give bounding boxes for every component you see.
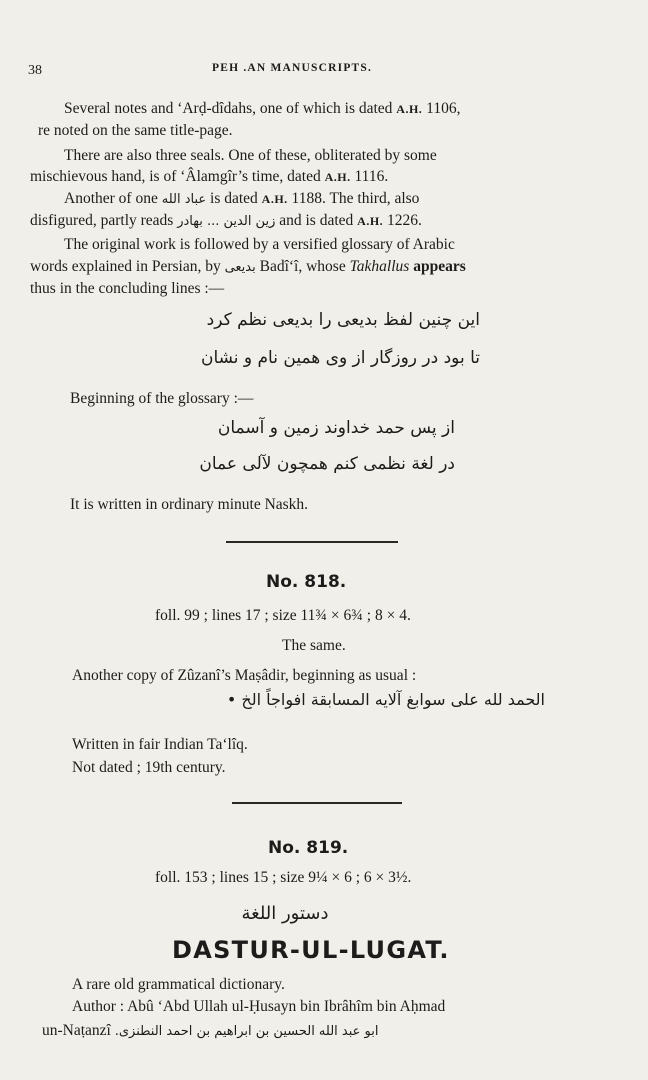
zain-ud-din-arabic: زين الدين ... بهادر xyxy=(177,214,276,229)
verse-4: در لغة نظمی کنم همچون لآلی عمان xyxy=(199,454,455,474)
divider-2 xyxy=(232,802,402,804)
notes-line-2: re noted on the same title-page. xyxy=(38,122,233,139)
verse-3: از پس حمد خداوند زمین و آسمان xyxy=(217,418,455,438)
no819-title: DASTUR-UL-LUGAT. xyxy=(172,936,450,964)
page-number: 38 xyxy=(28,63,42,78)
notes-line-1: Several notes and ‘Arḍ-dîdahs, one of which is dated A.H. 1106, xyxy=(64,100,461,117)
no819-arabic-title: دستور اللغة xyxy=(241,903,329,924)
original-line-1: The original work is followed by a versified glossary of Arabic xyxy=(64,236,455,253)
no819-author-line-1: Author : Abû ‘Abd Ullah ul-Ḥusayn bin Ibrâhîm bin Aḥmad xyxy=(72,998,446,1015)
abbad-allah-arabic: عباد الله xyxy=(161,192,207,207)
badii-arabic: بديعى xyxy=(224,260,256,275)
no819-desc: A rare old grammatical dictionary. xyxy=(72,976,285,993)
beginning-label: Beginning of the glossary :— xyxy=(70,390,254,407)
another-seal-line: Another of one عباد الله is dated A.H. 1188. The third, also xyxy=(64,190,420,207)
written-naskh: It is written in ordinary minute Naskh. xyxy=(70,496,309,513)
no819-foll: foll. 153 ; lines 15 ; size 9¼ × 6 ; 6 × 3½. xyxy=(155,869,412,886)
verse-1: این چنین لفظ بدیعی را بدیعی نظم کرد xyxy=(206,310,480,330)
no818-same: The same. xyxy=(282,637,346,654)
no818-heading: No. 818. xyxy=(266,572,347,592)
no818-arabic: الحمد لله على سوابغ آلایه المسابقة افواجاً الخ • xyxy=(226,690,545,709)
no818-written: Written in fair Indian Ta‘lîq. xyxy=(72,736,248,753)
seals-line-2: mischievous hand, is of ‘Âlamgîr’s time, dated A.H. 1116. xyxy=(30,168,389,185)
no818-foll: foll. 99 ; lines 17 ; size 11¾ × 6¾ ; 8 × 4. xyxy=(155,607,411,624)
divider-1 xyxy=(226,541,398,543)
running-title: PEH .AN MANUSCRIPTS. xyxy=(212,62,373,74)
no819-author-line-2: un-Naṭanzî ابو عبد الله الحسین بن ابراهیم بن احمد النطنزی. xyxy=(42,1022,379,1039)
verse-2: تا بود در روزگار از وی همین نام و نشان xyxy=(200,348,480,368)
no818-another: Another copy of Zûzanî’s Maṣâdir, beginning as usual : xyxy=(72,667,417,684)
seals-line-1: There are also three seals. One of these, obliterated by some xyxy=(64,147,437,164)
original-line-3: thus in the concluding lines :— xyxy=(30,280,225,297)
disfigured-line: disfigured, partly reads زين الدين ... بهادر and is dated A.H. 1226. xyxy=(30,212,422,229)
original-line-2: words explained in Persian, by بديعى Badî‘î, whose Takhallus appears xyxy=(30,258,466,275)
no818-dated: Not dated ; 19th century. xyxy=(72,759,226,776)
no819-heading: No. 819. xyxy=(268,838,349,858)
author-arabic-name: ابو عبد الله الحسین بن ابراهیم بن احمد النطنزی. xyxy=(114,1024,379,1039)
